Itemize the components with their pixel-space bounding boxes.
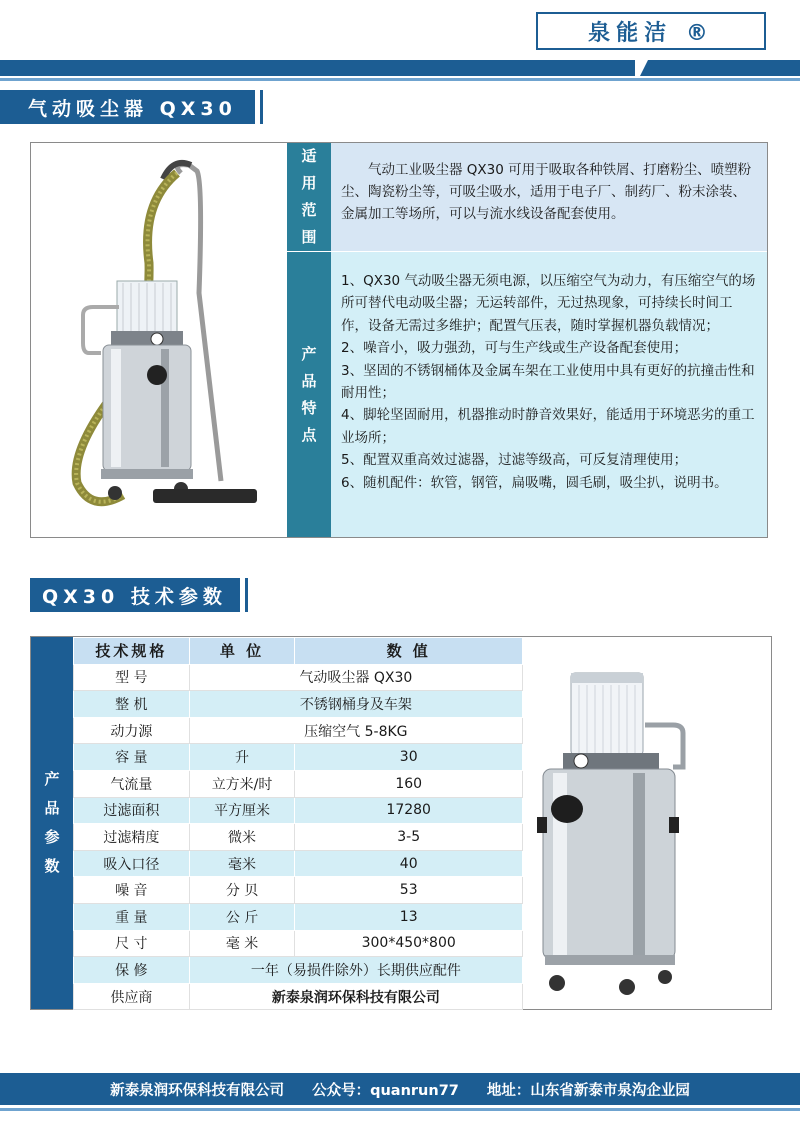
product-image-2 — [523, 637, 771, 1009]
feature-item: 5、配置双重高效过滤器，过滤等级高，可反复清理使用； — [341, 452, 688, 469]
table-row — [74, 957, 523, 984]
brand-name: 泉能洁 ® — [588, 20, 714, 46]
section-title-product-text: 气动吸尘器 QX30 — [28, 97, 237, 120]
footer-address: 地址：山东省新泰市泉沟企业园 — [486, 1082, 690, 1099]
row-value: 40 — [295, 850, 523, 877]
table-row — [74, 744, 523, 771]
section-title-params-text: QX30 技术参数 — [42, 585, 227, 608]
usage-text: 气动工业吸尘器 QX30 可用于吸取各种铁屑、打磨粉尘、喷塑粉尘、陶瓷粉尘等，可吸尘吸水，适用于电子厂、制药厂、粉末涂装、金属加工等场所，可以与流水线设备配套使用。 — [331, 143, 767, 251]
row-spec: 气流量 — [74, 770, 190, 797]
row-unit: 平方厘米 — [189, 797, 295, 824]
row-value: 新泰泉润环保科技有限公司 — [189, 983, 522, 1010]
params-label-char: 数 — [44, 857, 60, 875]
params-label-char: 品 — [44, 799, 60, 817]
row-unit: 公 斤 — [189, 903, 295, 930]
feature-item: 4、脚轮坚固耐用，机器推动时静音效果好，能适用于环境恶劣的重工业场所； — [341, 407, 755, 446]
row-spec: 尺 寸 — [74, 930, 190, 957]
footer-bar — [0, 1073, 800, 1105]
table-row — [74, 903, 523, 930]
row-unit: 升 — [189, 744, 295, 771]
footer-thin-line — [0, 1108, 800, 1111]
row-spec: 整 机 — [74, 691, 190, 718]
row-value: 160 — [295, 770, 523, 797]
row-spec: 型 号 — [74, 664, 190, 691]
row-value: 13 — [295, 903, 523, 930]
footer-wechat: 公众号：quanrun77 — [312, 1082, 459, 1099]
row-spec: 保 修 — [74, 957, 190, 984]
row-unit: 立方米/时 — [189, 770, 295, 797]
row-spec: 过滤精度 — [74, 824, 190, 851]
usage-label — [287, 143, 331, 251]
params-label — [31, 637, 73, 1009]
table-row — [74, 930, 523, 957]
row-value: 53 — [295, 877, 523, 904]
table-row — [74, 877, 523, 904]
row-spec: 动力源 — [74, 717, 190, 744]
product-panel — [30, 142, 768, 538]
row-value: 3-5 — [295, 824, 523, 851]
table-row — [74, 691, 523, 718]
header-thin-line — [0, 78, 800, 81]
feature-item: 2、噪音小，吸力强劲，可与生产线或生产设备配套使用； — [341, 340, 688, 357]
usage-label-char: 适 — [301, 147, 317, 165]
features-list — [331, 251, 767, 537]
feature-item: 6、随机配件：软管，钢管，扁吸嘴，圆毛刷，吸尘扒，说明书。 — [341, 474, 728, 491]
params-label-char: 参 — [44, 828, 60, 846]
row-spec: 过滤面积 — [74, 797, 190, 824]
params-label-char: 产 — [44, 770, 60, 788]
features-label-char: 点 — [301, 425, 317, 444]
header-stripe-right — [640, 60, 800, 76]
row-unit: 毫米 — [189, 850, 295, 877]
table-header-row — [74, 638, 523, 665]
brand-box — [536, 12, 766, 50]
params-panel — [30, 636, 772, 1010]
row-unit: 分 贝 — [189, 877, 295, 904]
row-value: 一年（易损件除外）长期供应配件 — [189, 957, 522, 984]
row-value: 不锈钢桶身及车架 — [189, 691, 522, 718]
table-row — [74, 664, 523, 691]
row-spec: 重 量 — [74, 903, 190, 930]
features-label — [287, 251, 331, 537]
row-value: 300*450*800 — [295, 930, 523, 957]
table-row — [74, 850, 523, 877]
usage-label-char: 用 — [301, 174, 317, 192]
feature-item: 3、坚固的不锈钢桶体及金属车架在工业使用中具有更好的抗撞击性和耐用性； — [341, 362, 755, 402]
table-row — [74, 824, 523, 851]
product-image — [31, 143, 287, 537]
section-title-params — [30, 578, 240, 612]
row-spec: 吸入口径 — [74, 850, 190, 877]
table-row — [74, 797, 523, 824]
row-value: 17280 — [295, 797, 523, 824]
features-label-char: 特 — [301, 398, 317, 417]
row-spec: 噪 音 — [74, 877, 190, 904]
row-spec: 供应商 — [74, 983, 190, 1010]
row-value: 压缩空气 5-8KG — [189, 717, 522, 744]
usage-label-char: 围 — [301, 228, 317, 246]
footer-company: 新泰泉润环保科技有限公司 — [110, 1082, 285, 1099]
table-row — [74, 983, 523, 1010]
row-value: 30 — [295, 744, 523, 771]
usage-label-char: 范 — [301, 201, 317, 219]
row-unit: 毫 米 — [189, 930, 295, 957]
header-stripe — [0, 60, 635, 76]
features-label-char: 产 — [301, 344, 317, 363]
row-unit: 微米 — [189, 824, 295, 851]
features-label-char: 品 — [301, 371, 317, 390]
section-title-product — [0, 90, 255, 124]
header-value: 数 值 — [295, 638, 523, 665]
header-unit: 单 位 — [189, 638, 295, 665]
row-spec: 容 量 — [74, 744, 190, 771]
feature-item: 1、QX30 气动吸尘器无须电源，以压缩空气为动力，有压缩空气的场所可替代电动吸尘器；无运转部件，无过热现象，可持续长时间工作，设备无需过多维护；配置气压表，随时掌握机器负载情况； — [341, 273, 756, 334]
table-row — [74, 770, 523, 797]
row-value: 气动吸尘器 QX30 — [189, 664, 522, 691]
header-spec: 技术规格 — [74, 638, 190, 665]
vacuum-cleaner-image-icon — [31, 143, 287, 537]
vacuum-tank-image-icon — [523, 637, 771, 1009]
params-table — [73, 637, 523, 1010]
table-row — [74, 717, 523, 744]
